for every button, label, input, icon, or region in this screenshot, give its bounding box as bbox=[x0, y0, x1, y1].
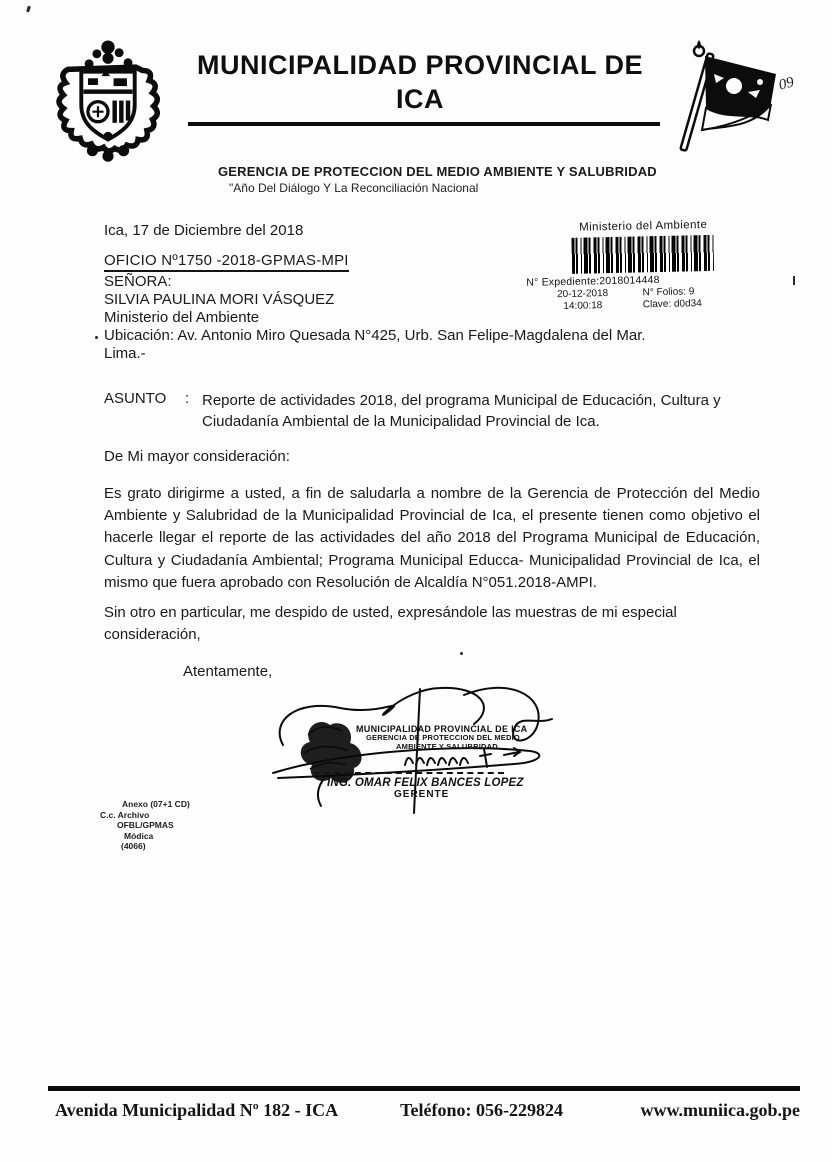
recipient-organization: Ministerio del Ambiente bbox=[104, 309, 260, 326]
footer-website: www.muniica.gob.pe bbox=[640, 1100, 800, 1120]
handwritten-folio-mark: 09 bbox=[777, 74, 796, 94]
ica-flag-icon bbox=[672, 34, 792, 162]
annotation-line: (4066) bbox=[121, 841, 146, 851]
barcode bbox=[571, 235, 714, 274]
org-title-line2: ICA bbox=[396, 84, 444, 114]
closing-line: Atentamente, bbox=[183, 663, 273, 680]
subject-colon: : bbox=[185, 390, 190, 407]
recipient-name: SILVIA PAULINA MORI VÁSQUEZ bbox=[104, 291, 335, 308]
department-line: GERENCIA DE PROTECCION DEL MEDIO AMBIENTE Y SALUBRIDAD bbox=[218, 164, 657, 179]
signature-stamp-line2: GERENCIA DE PROTECCION DEL MEDIO bbox=[366, 733, 520, 742]
footer-phone: Teléfono: 056-229824 bbox=[400, 1100, 563, 1120]
signature-stamp-line1: MUNICIPALIDAD PROVINCIAL DE ICA bbox=[356, 724, 528, 734]
registry-stamp-time: 14:00:18 bbox=[563, 300, 603, 313]
footer-address: Avenida Municipalidad Nº 182 - ICA bbox=[55, 1100, 339, 1120]
signatory-name: ING. OMAR FELIX BANCES LOPEZ bbox=[327, 777, 524, 789]
body-paragraph-2: Sin otro en particular, me despido de usted, expresándole las muestras de mi especial consideración, bbox=[104, 604, 677, 644]
registry-stamp-folios: N° Folios: 9 bbox=[642, 286, 695, 299]
oficio-number: OFICIO Nº1750 -2018-GPMAS-MPI bbox=[104, 252, 349, 272]
greeting-line: De Mi mayor consideración: bbox=[104, 448, 290, 465]
org-title-line1: MUNICIPALIDAD PROVINCIAL DE bbox=[196, 50, 643, 80]
motto-line: "Año Del Diálogo Y La Reconciliación Nacional bbox=[229, 181, 479, 195]
scan-artifact bbox=[26, 6, 31, 13]
footer-divider bbox=[48, 1086, 800, 1091]
date-line: Ica, 17 de Diciembre del 2018 bbox=[104, 222, 304, 239]
recipient-salutation: SEÑORA: bbox=[104, 273, 172, 290]
registry-stamp-ministry: Ministerio del Ambiente bbox=[579, 218, 708, 234]
signature-stamp-line3: AMBIENTE Y SALUBRIDAD bbox=[396, 742, 498, 751]
subject-label: ASUNTO bbox=[104, 390, 167, 407]
registry-stamp-clave: Clave: d0d34 bbox=[642, 298, 702, 311]
registry-stamp bbox=[519, 217, 799, 313]
scan-artifact bbox=[460, 652, 463, 655]
registry-stamp-expediente: N° Expediente:2018014448 bbox=[526, 273, 660, 289]
scan-artifact bbox=[95, 336, 98, 339]
recipient-address: Ubicación: Av. Antonio Miro Quesada N°425, Urb. San Felipe-Magdalena del Mar. bbox=[104, 327, 646, 344]
annotation-line: C.c. Archivo bbox=[100, 809, 150, 820]
page-title bbox=[180, 48, 660, 116]
annotation-line: Módica bbox=[124, 830, 154, 841]
signature-rule bbox=[314, 772, 504, 774]
subject-block bbox=[104, 390, 776, 432]
body-paragraph-1: Es grato dirigirme a usted, a fin de saludarla a nombre de la Gerencia de Protección del Medio Ambiente y Salubridad de la Municipalidad Provincial de Ica, el presente tienen como objetivo el hacerle llegar el reporte de las actividades del año 2018 del Programa Municipal de Educación, Cultura y Ciudadanía Ambiental; Programa Municipal Educca- Municipalidad Provincial de Ica, el mismo que fuera aprobado con Resolución de Alcaldía N°051.2018-AMPI. bbox=[104, 485, 760, 591]
subject-text: Reporte de actividades 2018, del programa Municipal de Educación, Cultura y Ciudadanía Ambiental de la Municipalidad Provincial de Ica. bbox=[202, 392, 721, 430]
recipient-city: Lima.- bbox=[104, 345, 146, 362]
registry-stamp-date: 20-12-2018 bbox=[556, 288, 609, 301]
annotation-line: OFBL/GPMAS bbox=[117, 820, 174, 830]
header-divider bbox=[188, 122, 660, 126]
annotation-line: Anexo (07+1 CD) bbox=[122, 799, 190, 809]
signatory-title: GERENTE bbox=[394, 789, 450, 800]
distribution-notes bbox=[100, 799, 190, 852]
coat-of-arms-icon bbox=[52, 36, 164, 164]
footer bbox=[55, 1100, 800, 1121]
